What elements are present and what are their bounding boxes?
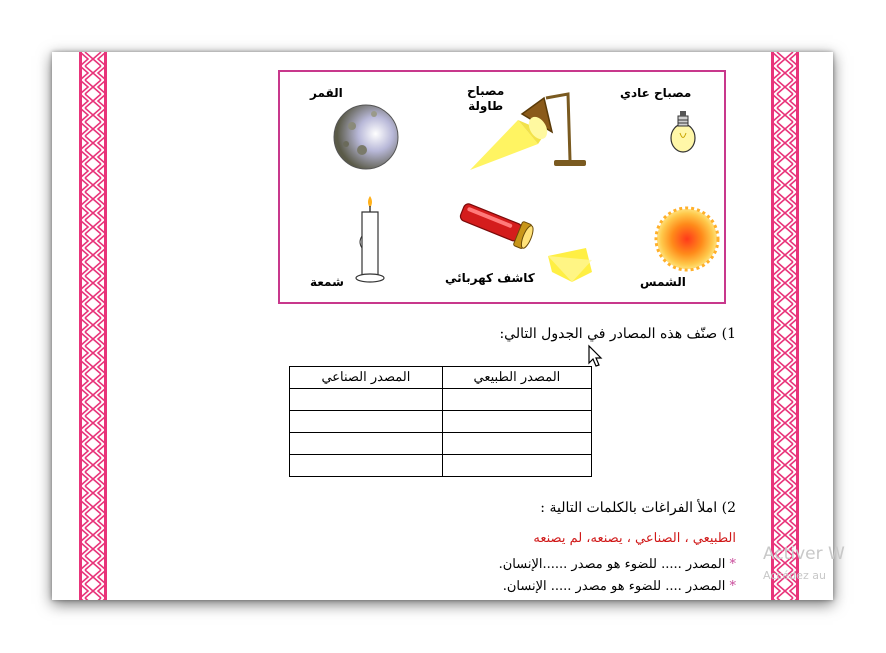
table-header-natural: المصدر الطبيعي <box>442 367 591 389</box>
table-cell <box>290 433 443 455</box>
table-cell <box>442 433 591 455</box>
label-desk-lamp-line1: مصباح <box>467 84 505 98</box>
label-sun: الشمس <box>640 275 686 289</box>
mouse-cursor-icon <box>588 345 604 369</box>
label-candle: شمعة <box>310 275 344 289</box>
question-1-text: صنّف هذه المصادر في الجدول التالي: <box>499 326 718 342</box>
sun-icon <box>654 206 720 272</box>
table-header-row <box>290 367 592 389</box>
table-cell <box>290 455 443 477</box>
bullet-star-icon: * <box>729 557 736 572</box>
activation-watermark-line2: Accédez au <box>763 569 826 582</box>
word-bank: الطبيعي ، الصناعي ، يصنعه، لم يصنعه <box>533 531 736 546</box>
light-bulb-icon <box>668 108 698 160</box>
activation-watermark-line1: Activer W <box>763 544 845 564</box>
decorative-border-left <box>79 52 107 600</box>
desk-lamp-icon <box>460 90 590 174</box>
table-cell <box>442 411 591 433</box>
table-cell <box>442 455 591 477</box>
classification-table <box>289 366 592 477</box>
table-cell <box>290 411 443 433</box>
moon-icon <box>332 100 402 174</box>
table-row <box>290 455 592 477</box>
table-header-artificial: المصدر الصناعي <box>290 367 443 389</box>
table-row <box>290 433 592 455</box>
sentence-text: المصدر .... للضوء هو مصدر ..... الإنسان. <box>502 579 726 594</box>
label-flashlight: كاشف كهربائي <box>445 271 535 285</box>
question-2-text: املأ الفراغات بالكلمات التالية : <box>540 500 718 516</box>
document-page <box>52 52 845 600</box>
bullet-star-icon: * <box>729 579 736 594</box>
label-moon: القمر <box>310 86 343 100</box>
question-1 <box>499 326 736 342</box>
table-cell <box>442 389 591 411</box>
label-desk-lamp-line2: طاولة <box>468 99 504 113</box>
table-row <box>290 411 592 433</box>
decorative-border-right <box>771 52 799 600</box>
label-regular-lamp: مصباح عادي <box>620 86 692 100</box>
fill-sentence-2 <box>503 579 736 594</box>
question-2-number: 2) <box>721 500 736 516</box>
question-1-number: 1) <box>721 326 736 342</box>
sentence-text: المصدر ..... للضوء هو مصدر ......الإنسان. <box>498 557 726 572</box>
candle-icon <box>350 192 390 286</box>
fill-sentence-1 <box>499 557 736 572</box>
light-sources-image-box <box>278 70 726 304</box>
table-cell <box>290 389 443 411</box>
question-2 <box>540 500 736 516</box>
table-row <box>290 389 592 411</box>
